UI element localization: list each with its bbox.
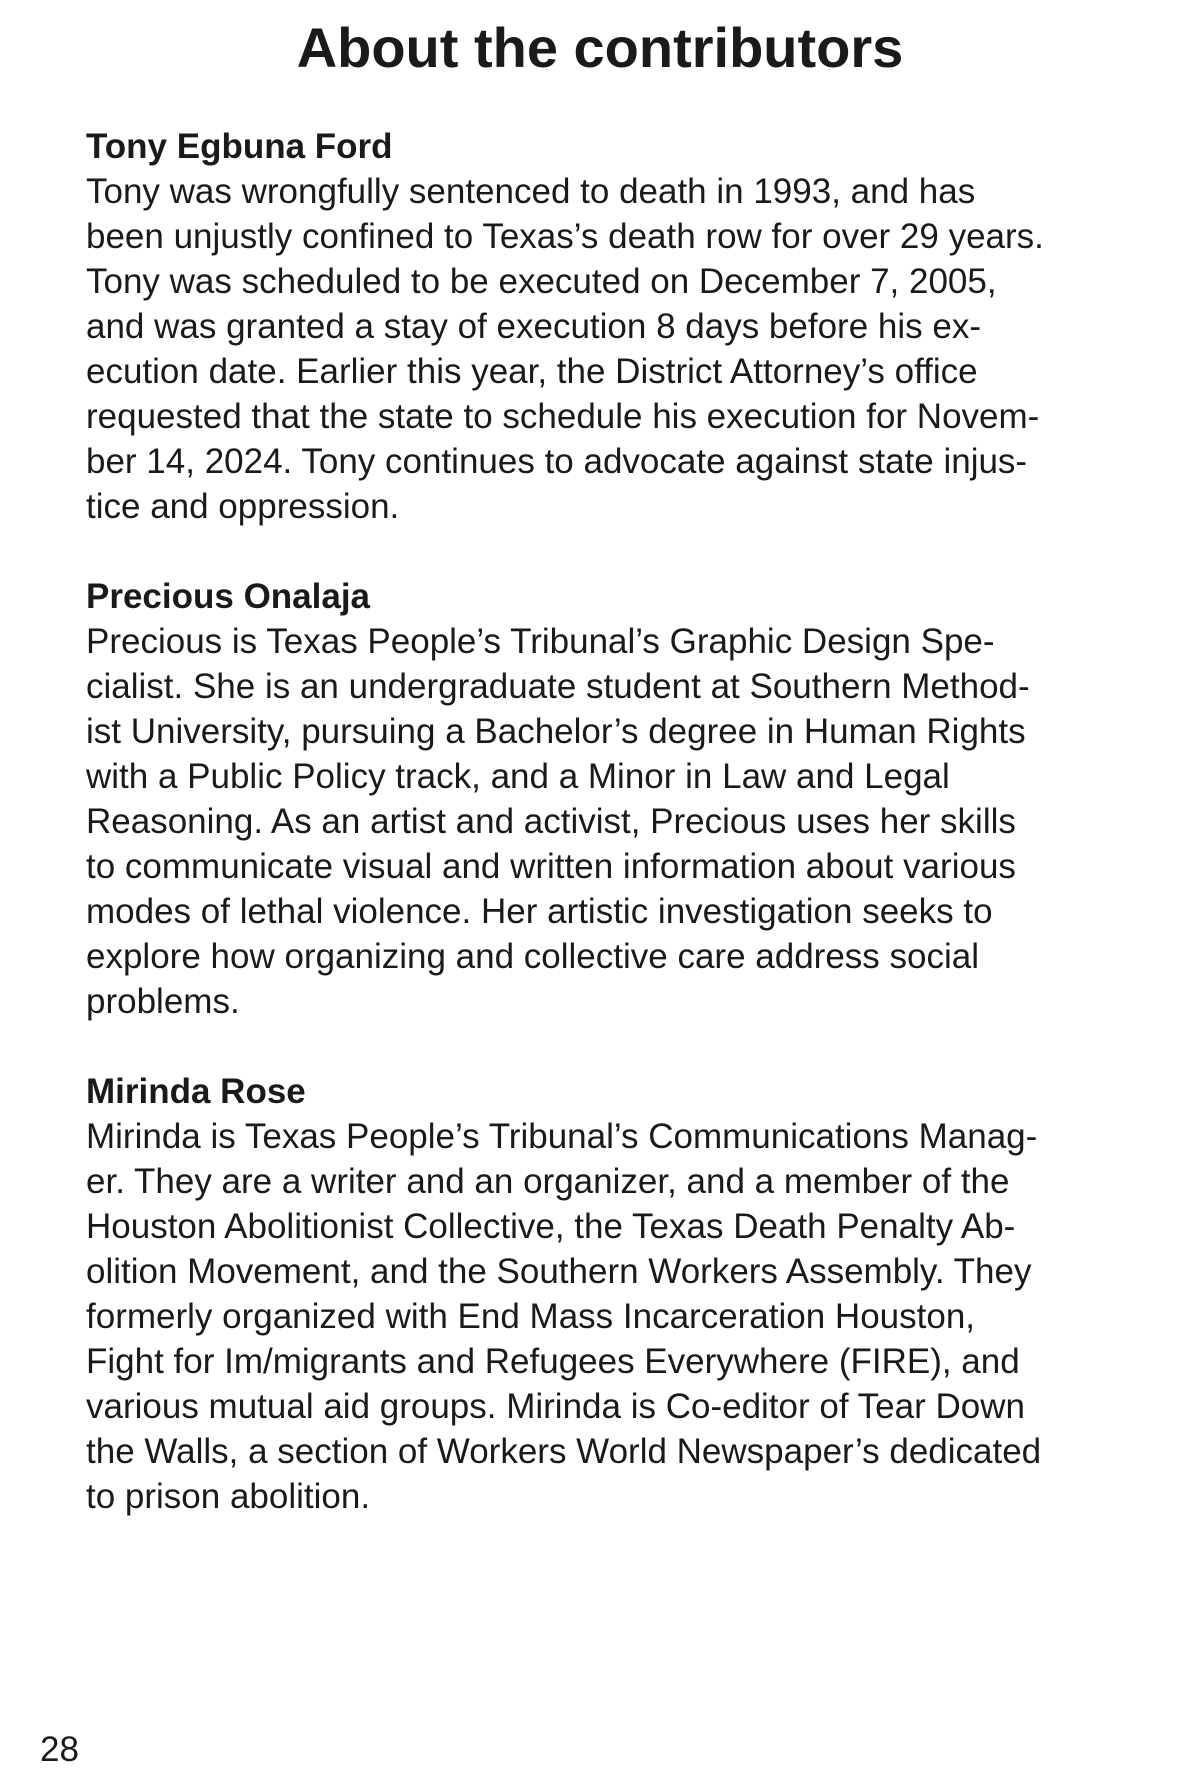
- contributor-mirinda-rose: [86, 1069, 1126, 1519]
- bio-line: the Walls, a section of Workers World Newspaper’s dedicated: [86, 1432, 1042, 1471]
- bio-line: modes of lethal violence. Her artistic investigation seeks to: [86, 892, 993, 931]
- bio-line: ecution date. Earlier this year, the District Attorney’s office: [86, 352, 978, 391]
- contributor-bio: [86, 169, 1126, 529]
- bio-line: Fight for Im/migrants and Refugees Everywhere (FIRE), and: [86, 1342, 1020, 1381]
- bio-line: cialist. She is an undergraduate student at Southern Method-: [86, 667, 1030, 706]
- bio-line: Reasoning. As an artist and activist, Precious uses her skills: [86, 802, 1016, 841]
- bio-line: with a Public Policy track, and a Minor in Law and Legal: [86, 757, 950, 796]
- bio-line: explore how organizing and collective care address social: [86, 937, 979, 976]
- bio-line: requested that the state to schedule his execution for Novem-: [86, 397, 1040, 436]
- contributor-tony-egbuna-ford: [86, 124, 1126, 529]
- contributor-bio: [86, 619, 1126, 1024]
- bio-line: er. They are a writer and an organizer, and a member of the: [86, 1162, 1010, 1201]
- bio-line: Tony was wrongfully sentenced to death in 1993, and has: [86, 172, 976, 211]
- bio-line: Tony was scheduled to be executed on December 7, 2005,: [86, 262, 997, 301]
- bio-line: tice and oppression.: [86, 487, 400, 526]
- bio-line: to prison abolition.: [86, 1477, 371, 1516]
- contributor-bio: [86, 1114, 1126, 1519]
- bio-line: problems.: [86, 982, 240, 1021]
- contributor-name: Precious Onalaja: [86, 577, 371, 616]
- bio-line: formerly organized with End Mass Incarceration Houston,: [86, 1297, 976, 1336]
- bio-line: to communicate visual and written information about various: [86, 847, 1016, 886]
- bio-line: Precious is Texas People’s Tribunal’s Graphic Design Spe-: [86, 622, 995, 661]
- contributors-list: [86, 124, 1126, 1564]
- contributor-precious-onalaja: [86, 574, 1126, 1024]
- bio-line: ber 14, 2024. Tony continues to advocate against state injus-: [86, 442, 1028, 481]
- bio-line: various mutual aid groups. Mirinda is Co-editor of Tear Down: [86, 1387, 1025, 1426]
- bio-line: Mirinda is Texas People’s Tribunal’s Communications Manag-: [86, 1117, 1038, 1156]
- bio-line: and was granted a stay of execution 8 days before his ex-: [86, 307, 981, 346]
- page-title: About the contributors: [296, 16, 904, 79]
- contributor-name: Mirinda Rose: [86, 1072, 306, 1111]
- bio-line: Houston Abolitionist Collective, the Texas Death Penalty Ab-: [86, 1207, 1016, 1246]
- page-number: 28: [40, 1730, 79, 1769]
- bio-line: ist University, pursuing a Bachelor’s degree in Human Rights: [86, 712, 1026, 751]
- bio-line: olition Movement, and the Southern Workers Assembly. They: [86, 1252, 1032, 1291]
- contributor-name: Tony Egbuna Ford: [86, 127, 393, 166]
- bio-line: been unjustly confined to Texas’s death row for over 29 years.: [86, 217, 1044, 256]
